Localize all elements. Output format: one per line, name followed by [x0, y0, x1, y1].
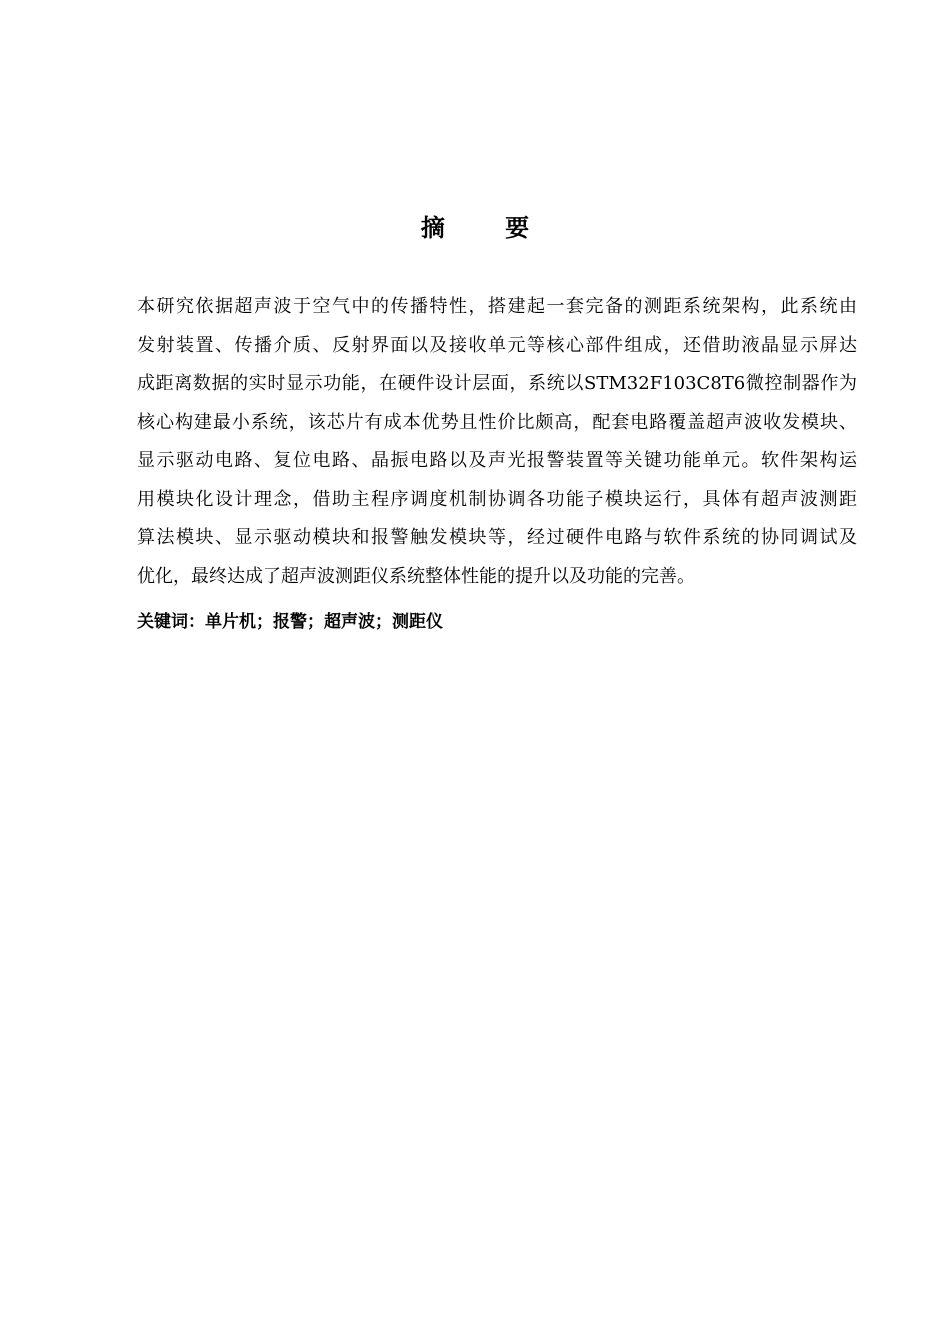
page-title: 摘 要: [420, 214, 556, 242]
abstract-line: 用模块化设计理念，借助主程序调度机制协调各功能子模块运行，具体有超声波测距: [137, 488, 857, 510]
abstract-line: 核心构建最小系统，该芯片有成本优势且性价比颇高，配套电路覆盖超声波收发模块、: [137, 411, 857, 433]
abstract-line: 算法模块、显示驱动模块和报警触发模块等，经过硬件电路与软件系统的协同调试及: [137, 527, 857, 548]
abstract-line: 本研究依据超声波于空气中的传播特性，搭建起一套完备的测距系统架构，此系统由: [137, 296, 857, 317]
abstract-body: [137, 288, 857, 596]
abstract-line: 优化，最终达成了超声波测距仪系统整体性能的提升以及功能的完善。: [137, 565, 695, 587]
abstract-line: 发射装置、传播介质、反射界面以及接收单元等核心部件组成，还借助液晶显示屏达: [137, 334, 857, 356]
abstract-line: 显示驱动电路、复位电路、晶振电路以及声光报警装置等关键功能单元。软件架构运: [137, 450, 857, 471]
keywords: 关键词：单片机；报警；超声波；测距仪: [137, 612, 443, 632]
abstract-line: 成距离数据的实时显示功能，在硬件设计层面，系统以STM32F103C8T6微控制器作为: [137, 373, 857, 394]
